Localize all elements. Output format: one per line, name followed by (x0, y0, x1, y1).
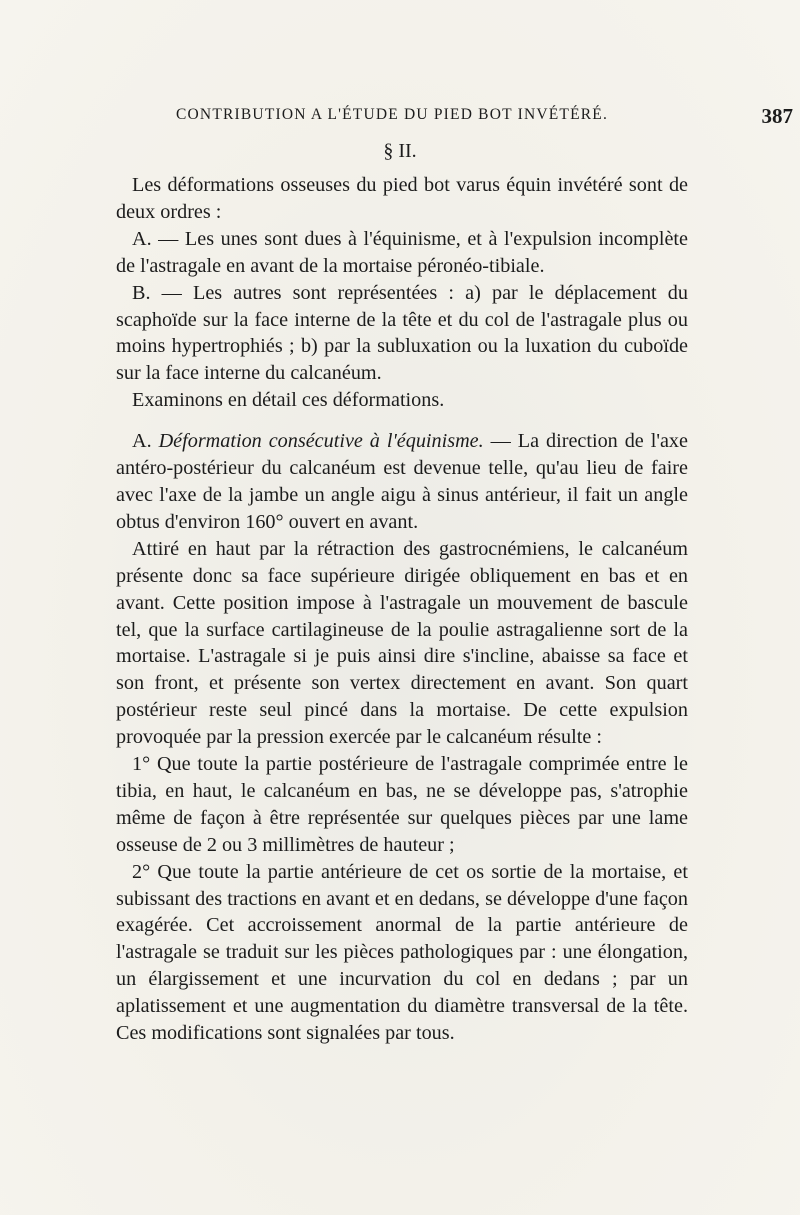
body-text (116, 172, 688, 1047)
running-header (176, 104, 793, 128)
paragraph-point-1: 1° Que toute la partie postérieure de l'astragale comprimée entre le tibia, en haut, le calcanéum en bas, ne se développe pas, s'atrophie même de façon à être représentée sur quelques pièces par une lame osseuse de 2 ou 3 millimètres de hauteur ; (116, 753, 688, 856)
running-title: CONTRIBUTION A L'ÉTUDE DU PIED BOT INVÉTÉRÉ. (176, 106, 609, 123)
paragraph-b: B. — Les autres sont représentées : a) par le déplacement du scaphoïde sur la face interne de la tête et du col de l'astragale plus ou moins hypertrophiés ; b) par la subluxation ou la luxation du cuboïde sur la face interne du calcanéum. (116, 281, 688, 385)
paragraph-intro: Les déformations osseuses du pied bot varus équin invétéré sont de deux ordres : (116, 174, 688, 223)
paragraph-point-2: 2° Que toute la partie antérieure de cet os sortie de la mortaise, et subissant des tractions en avant et en dedans, se développe d'une façon exagérée. Cet accroissement anormal de la partie antérieure de l'astragale se traduit sur les pièces pathologiques par : une élongation, un élargissement et une incurvation du col en dedans ; par un aplatissement et une augmentation du diamètre transversal de la tête. Ces modifications sont signalées par tous. (116, 860, 688, 1045)
paragraph-deformation-equinisme (116, 428, 688, 536)
section-label: A. (132, 430, 159, 453)
subsection-title: Déformation consécutive à l'équinisme. (158, 430, 484, 453)
paragraph-gastrocnemiens: Attiré en haut par la rétraction des gastrocnémiens, le calcanéum présente donc sa face supérieure dirigée obliquement en bas et en avant. Cette position impose à l'astragale un mouvement de bascule tel, que la surface cartilagineuse de la poulie astragalienne sort de la mortaise. L'astragale si je puis ainsi dire s'incline, abaisse sa face et son front, et présente son vertex directement en avant. Son quart postérieur reste seul pincé dans la mortaise. De cette expulsion provoquée par la pression exercée par le calcanéum résulte : (116, 537, 688, 749)
paragraph-examine: Examinons en détail ces déformations. (132, 389, 445, 412)
page-number: 387 (761, 104, 793, 128)
paragraph-a: A. — Les unes sont dues à l'équinisme, et à l'expulsion incomplète de l'astragale en avant de la mortaise péronéo-tibiale. (116, 227, 688, 277)
section-heading: § II. (383, 140, 417, 162)
paragraph-deformation-text: — La direction de l'axe antéro-postérieur du calcanéum est devenue telle, qu'au lieu de faire avec l'axe de la jambe un angle aigu à sinus antérieur, il fait un angle obtus d'environ 160° ouvert en avant. (116, 430, 688, 533)
